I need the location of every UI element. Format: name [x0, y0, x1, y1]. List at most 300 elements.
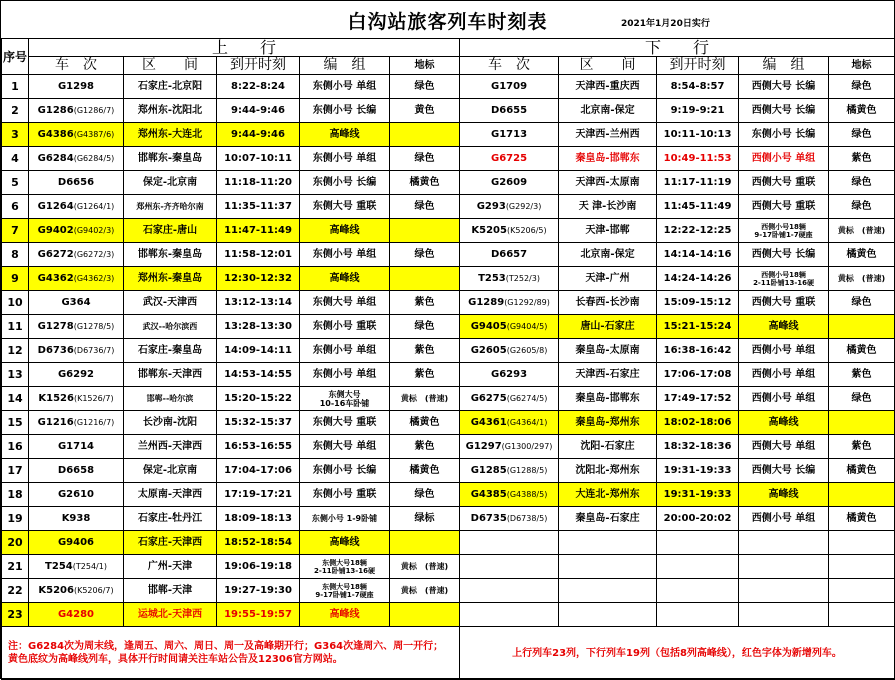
up-time: 11:18-11:20: [217, 171, 300, 195]
down-section: 天津西-兰州西: [559, 123, 657, 147]
up-group: 东侧小号 1-9卧铺: [300, 507, 390, 531]
up-train: [29, 555, 124, 579]
train-number: G6272: [37, 249, 74, 260]
up-mark: 紫色: [390, 435, 460, 459]
down-mark: 绿色: [829, 171, 895, 195]
down-mark: 黄标 (普速): [829, 267, 895, 291]
up-mark: 黄标 (普速): [390, 387, 460, 411]
up-group: 东侧小号 重联: [300, 483, 390, 507]
down-mark: 绿色: [829, 387, 895, 411]
train-number-alias: (K1526/7): [73, 394, 114, 403]
down-train: [460, 219, 559, 243]
train-number: G1709: [490, 81, 528, 92]
up-mark: 绿色: [390, 195, 460, 219]
up-time: 15:20-15:22: [217, 387, 300, 411]
up-train: [29, 99, 124, 123]
row-seq: 5: [2, 171, 29, 195]
up-time: 15:32-15:37: [217, 411, 300, 435]
up-train: [29, 315, 124, 339]
up-section: 郑州东-秦皇岛: [124, 267, 217, 291]
up-time: 19:27-19:30: [217, 579, 300, 603]
train-number-alias: (G1300/297): [501, 442, 553, 451]
down-mark: 橘黄色: [829, 243, 895, 267]
train-number-alias: (G4388/5): [506, 490, 548, 499]
up-group: 东侧大号18辆 9-17卧铺1-7硬座: [300, 579, 390, 603]
down-train: [460, 363, 559, 387]
down-train: [460, 75, 559, 99]
train-number-alias: (G6284/5): [73, 154, 115, 163]
down-time: 10:49-11:53: [657, 147, 739, 171]
up-section: 邯郸东-秦皇岛: [124, 243, 217, 267]
down-train: [460, 339, 559, 363]
down-time: 17:49-17:52: [657, 387, 739, 411]
down-section: 北京南-保定: [559, 99, 657, 123]
up-mark-header: 地标: [390, 57, 460, 75]
down-time: 12:22-12:25: [657, 219, 739, 243]
train-number-alias: (G9402/3): [73, 226, 115, 235]
table-row: [2, 315, 895, 339]
down-section: 秦皇岛-邯郸东: [559, 387, 657, 411]
table-row: [2, 459, 895, 483]
up-time: 13:12-13:14: [217, 291, 300, 315]
train-number: G6284: [37, 153, 74, 164]
down-group: 西侧大号 长编: [739, 459, 829, 483]
up-section-header: 区 间: [124, 57, 217, 75]
down-section: 天 津-长沙南: [559, 195, 657, 219]
train-number: G1264: [37, 201, 74, 212]
up-time: 18:52-18:54: [217, 531, 300, 555]
up-mark: 绿色: [390, 147, 460, 171]
down-empty-cell: [829, 603, 895, 627]
down-group: 西侧小号 单组: [739, 363, 829, 387]
down-mark: [829, 483, 895, 507]
down-group: 西侧小号 单组: [739, 147, 829, 171]
train-number-alias: (G292/3): [505, 202, 542, 211]
down-empty-cell: [559, 579, 657, 603]
down-empty-cell: [829, 579, 895, 603]
up-section: 石家庄-秦皇岛: [124, 339, 217, 363]
up-group: 东侧小号 长编: [300, 99, 390, 123]
note-left: 注：G6284次为周末线，逢周五、周六、周日、周一及高峰期开行；G364次逢周六、周一开行；黄色底纹为高峰线列车，具体开行时间请关注车站公告及12306官方网站。: [2, 627, 460, 680]
down-group: 西侧大号 重联: [739, 291, 829, 315]
down-section: 北京南-保定: [559, 243, 657, 267]
down-time: 18:32-18:36: [657, 435, 739, 459]
down-train: [460, 315, 559, 339]
seq-header: 序号: [2, 39, 29, 75]
train-number: G1278: [37, 321, 74, 332]
up-section: 郑州东-大连北: [124, 123, 217, 147]
up-time: 16:53-16:55: [217, 435, 300, 459]
down-empty-cell: [460, 555, 559, 579]
train-number: G2605: [470, 345, 507, 356]
down-train: [460, 195, 559, 219]
up-section: 邯郸东-天津西: [124, 363, 217, 387]
train-number: G1297: [465, 441, 502, 452]
up-time: 11:47-11:49: [217, 219, 300, 243]
train-number-alias: (D6736/7): [73, 346, 115, 355]
up-mark: 黄色: [390, 99, 460, 123]
down-mark: 紫色: [829, 435, 895, 459]
up-mark: [390, 123, 460, 147]
row-seq: 23: [2, 603, 29, 627]
table-row: [2, 531, 895, 555]
down-train: [460, 507, 559, 531]
up-time: 9:44-9:46: [217, 99, 300, 123]
down-mark: 橘黄色: [829, 339, 895, 363]
table-row: [2, 99, 895, 123]
train-number: G4361: [470, 417, 507, 428]
row-seq: 13: [2, 363, 29, 387]
up-group: 东侧大号 单组: [300, 291, 390, 315]
up-train: [29, 291, 124, 315]
train-number: G2610: [57, 489, 95, 500]
row-seq: 22: [2, 579, 29, 603]
table-row: [2, 195, 895, 219]
up-section: 太原南-天津西: [124, 483, 217, 507]
table-row: [2, 123, 895, 147]
train-number: T254: [45, 561, 73, 572]
down-empty-cell: [657, 603, 739, 627]
train-number: D6735: [470, 513, 507, 524]
up-train: [29, 123, 124, 147]
down-group: 西侧大号 长编: [739, 243, 829, 267]
row-seq: 8: [2, 243, 29, 267]
up-group: 高峰线: [300, 603, 390, 627]
down-group: 西侧小号18辆 9-17卧铺1-7硬座: [739, 219, 829, 243]
up-train: [29, 195, 124, 219]
train-number: G1714: [57, 441, 95, 452]
timetable: [1, 38, 895, 680]
table-row: [2, 435, 895, 459]
up-section: 邯郸--哈尔滨: [124, 387, 217, 411]
down-section: 秦皇岛-太原南: [559, 339, 657, 363]
down-time: 10:11-10:13: [657, 123, 739, 147]
train-number: G1713: [490, 129, 528, 140]
down-mark: 绿色: [829, 195, 895, 219]
up-train: [29, 411, 124, 435]
down-section: 秦皇岛-石家庄: [559, 507, 657, 531]
train-number: K938: [61, 513, 91, 524]
row-seq: 19: [2, 507, 29, 531]
down-empty-cell: [739, 579, 829, 603]
up-time: 13:28-13:30: [217, 315, 300, 339]
up-train: [29, 387, 124, 411]
down-train: [460, 99, 559, 123]
note-right: 上行列车23列，下行列车19列（包括8列高峰线），红色字体为新增列车。: [460, 627, 895, 680]
down-empty-cell: [559, 531, 657, 555]
train-number: D6656: [57, 177, 95, 188]
train-number-alias: (T254/1): [72, 562, 107, 571]
up-train: [29, 339, 124, 363]
up-group: 东侧小号 单组: [300, 363, 390, 387]
up-time: 11:35-11:37: [217, 195, 300, 219]
table-row: [2, 147, 895, 171]
down-group: 西侧小号 单组: [739, 387, 829, 411]
down-mark: 橘黄色: [829, 459, 895, 483]
down-time: 19:31-19:33: [657, 483, 739, 507]
down-time: 14:24-14:26: [657, 267, 739, 291]
train-number-alias: (G9404/5): [506, 322, 548, 331]
down-empty-cell: [657, 555, 739, 579]
row-seq: 17: [2, 459, 29, 483]
train-number: G2609: [490, 177, 528, 188]
train-number: D6655: [490, 105, 528, 116]
down-group: 西侧小号 单组: [739, 507, 829, 531]
row-seq: 2: [2, 99, 29, 123]
up-group: 高峰线: [300, 123, 390, 147]
train-number: D6657: [490, 249, 528, 260]
down-header: 下 行: [460, 39, 895, 57]
down-time: 16:38-16:42: [657, 339, 739, 363]
row-seq: 10: [2, 291, 29, 315]
down-train-header: 车 次: [460, 57, 559, 75]
train-number: G364: [61, 297, 91, 308]
up-train: [29, 435, 124, 459]
down-group: 西侧小号 单组: [739, 339, 829, 363]
up-group: 东侧小号 重联: [300, 315, 390, 339]
train-number-alias: (G6274/5): [506, 394, 548, 403]
down-section: 天津西-重庆西: [559, 75, 657, 99]
down-empty-cell: [460, 579, 559, 603]
down-empty-cell: [559, 603, 657, 627]
up-section: 郑州东-齐齐哈尔南: [124, 195, 217, 219]
up-section: 广州-天津: [124, 555, 217, 579]
up-train: [29, 483, 124, 507]
up-group: 东侧小号 单组: [300, 339, 390, 363]
train-number-alias: (G4364/1): [506, 418, 548, 427]
down-group: 高峰线: [739, 483, 829, 507]
down-section: 秦皇岛-郑州东: [559, 411, 657, 435]
train-number: G9406: [57, 537, 95, 548]
up-group: 东侧大号 10-16车卧铺: [300, 387, 390, 411]
down-train: [460, 123, 559, 147]
header-row-direction: [2, 39, 895, 57]
up-mark: 黄标 (普速): [390, 579, 460, 603]
up-time: 14:53-14:55: [217, 363, 300, 387]
down-group: 西侧小号18辆 2-11卧铺13-16硬: [739, 267, 829, 291]
notes-row: [2, 627, 895, 680]
up-group: 东侧大号18辆 2-11卧铺13-16硬: [300, 555, 390, 579]
down-section: 秦皇岛-邯郸东: [559, 147, 657, 171]
row-seq: 18: [2, 483, 29, 507]
train-number: G1298: [57, 81, 95, 92]
row-seq: 6: [2, 195, 29, 219]
up-group: 东侧小号 单组: [300, 75, 390, 99]
up-group: 东侧小号 单组: [300, 147, 390, 171]
up-train: [29, 267, 124, 291]
up-mark: 紫色: [390, 291, 460, 315]
down-time: 20:00-20:02: [657, 507, 739, 531]
row-seq: 16: [2, 435, 29, 459]
table-row: [2, 171, 895, 195]
train-number: G6292: [57, 369, 95, 380]
down-time: 19:31-19:33: [657, 459, 739, 483]
up-train: [29, 579, 124, 603]
train-number: G4362: [37, 273, 74, 284]
header-row-columns: [2, 57, 895, 75]
table-row: [2, 555, 895, 579]
up-section: 邯郸-天津: [124, 579, 217, 603]
up-train: [29, 363, 124, 387]
down-mark: 紫色: [829, 147, 895, 171]
down-mark: 黄标 (普速): [829, 219, 895, 243]
train-number: G1216: [37, 417, 74, 428]
up-section: 石家庄-牡丹江: [124, 507, 217, 531]
down-section: 唐山-石家庄: [559, 315, 657, 339]
down-mark: 紫色: [829, 363, 895, 387]
down-empty-cell: [657, 531, 739, 555]
down-mark: 橘黄色: [829, 99, 895, 123]
up-time: 10:07-10:11: [217, 147, 300, 171]
row-seq: 1: [2, 75, 29, 99]
up-mark: 黄标 (普速): [390, 555, 460, 579]
down-time: 9:19-9:21: [657, 99, 739, 123]
down-section: 天津西-太原南: [559, 171, 657, 195]
down-mark: [829, 315, 895, 339]
train-number-alias: (G1278/5): [73, 322, 115, 331]
up-mark: 绿色: [390, 315, 460, 339]
up-train: [29, 459, 124, 483]
down-section: 天津-广州: [559, 267, 657, 291]
down-train: [460, 291, 559, 315]
train-number-alias: (G1288/5): [506, 466, 548, 475]
row-seq: 14: [2, 387, 29, 411]
up-mark: 橘黄色: [390, 459, 460, 483]
up-section: 郑州东-沈阳北: [124, 99, 217, 123]
up-time: 18:09-18:13: [217, 507, 300, 531]
effective-date: 2021年1月20日实行: [621, 19, 710, 29]
table-row: [2, 363, 895, 387]
down-section: 天津西-石家庄: [559, 363, 657, 387]
up-group: 东侧小号 长编: [300, 459, 390, 483]
down-group: 西侧大号 长编: [739, 75, 829, 99]
up-time: 14:09-14:11: [217, 339, 300, 363]
down-time: 14:14-14:16: [657, 243, 739, 267]
train-number: D6736: [37, 345, 74, 356]
train-number: G4386: [37, 129, 74, 140]
down-mark: 绿色: [829, 291, 895, 315]
train-number: K5206: [38, 585, 74, 596]
down-train: [460, 435, 559, 459]
down-time: 11:45-11:49: [657, 195, 739, 219]
up-mark: 橘黄色: [390, 171, 460, 195]
down-empty-cell: [559, 555, 657, 579]
down-mark: 橘黄色: [829, 507, 895, 531]
train-number-alias: (G6272/3): [73, 250, 115, 259]
train-number: G4280: [57, 609, 95, 620]
row-seq: 21: [2, 555, 29, 579]
table-row: [2, 603, 895, 627]
down-time: 17:06-17:08: [657, 363, 739, 387]
up-section: 石家庄-唐山: [124, 219, 217, 243]
up-time: 8:22-8:24: [217, 75, 300, 99]
table-row: [2, 243, 895, 267]
row-seq: 20: [2, 531, 29, 555]
up-section: 武汉--哈尔滨西: [124, 315, 217, 339]
up-time: 17:19-17:21: [217, 483, 300, 507]
row-seq: 15: [2, 411, 29, 435]
table-row: [2, 267, 895, 291]
train-number: G293: [476, 201, 506, 212]
train-number: G6293: [490, 369, 528, 380]
up-group: 东侧小号 长编: [300, 171, 390, 195]
train-number: G1286: [37, 105, 74, 116]
up-time: 19:55-19:57: [217, 603, 300, 627]
up-mark: 绿色: [390, 483, 460, 507]
down-time-header: 到开时刻: [657, 57, 739, 75]
down-empty-cell: [739, 555, 829, 579]
up-time: 17:04-17:06: [217, 459, 300, 483]
train-number-alias: (G4362/3): [73, 274, 115, 283]
down-group: 西侧大号 重联: [739, 171, 829, 195]
down-empty-cell: [829, 531, 895, 555]
up-mark: 绿标: [390, 507, 460, 531]
up-section: 石家庄-北京阳: [124, 75, 217, 99]
train-number: G9402: [37, 225, 74, 236]
train-number-alias: (G1286/7): [73, 106, 115, 115]
up-train: [29, 603, 124, 627]
down-time: 11:17-11:19: [657, 171, 739, 195]
down-train: [460, 459, 559, 483]
train-number: K1526: [38, 393, 74, 404]
train-number: G9405: [470, 321, 507, 332]
down-empty-cell: [739, 531, 829, 555]
up-section: 保定-北京南: [124, 459, 217, 483]
up-time: 12:30-12:32: [217, 267, 300, 291]
up-mark: 紫色: [390, 339, 460, 363]
table-row: [2, 291, 895, 315]
up-train: [29, 171, 124, 195]
train-number: D6658: [57, 465, 95, 476]
down-time: 18:02-18:06: [657, 411, 739, 435]
down-section: 沈阳-石家庄: [559, 435, 657, 459]
down-train: [460, 483, 559, 507]
train-number-alias: (G2605/8): [506, 346, 548, 355]
row-seq: 7: [2, 219, 29, 243]
down-mark: 绿色: [829, 123, 895, 147]
up-group: 东侧大号 重联: [300, 411, 390, 435]
down-train: [460, 411, 559, 435]
train-number: K5205: [471, 225, 507, 236]
down-group: 高峰线: [739, 411, 829, 435]
up-time-header: 到开时刻: [217, 57, 300, 75]
row-seq: 3: [2, 123, 29, 147]
up-section: 邯郸东-秦皇岛: [124, 147, 217, 171]
up-section: 运城北-天津西: [124, 603, 217, 627]
down-time: 8:54-8:57: [657, 75, 739, 99]
down-empty-cell: [460, 531, 559, 555]
up-section: 长沙南-沈阳: [124, 411, 217, 435]
up-train: [29, 243, 124, 267]
train-number: G6275: [470, 393, 507, 404]
down-section: 长春西-长沙南: [559, 291, 657, 315]
down-group-header: 编 组: [739, 57, 829, 75]
up-time: 9:44-9:46: [217, 123, 300, 147]
down-train: [460, 243, 559, 267]
down-group: 高峰线: [739, 315, 829, 339]
down-section: 天津-邯郸: [559, 219, 657, 243]
row-seq: 4: [2, 147, 29, 171]
down-group: 西侧大号 单组: [739, 435, 829, 459]
down-train: [460, 171, 559, 195]
down-train: [460, 267, 559, 291]
table-row: [2, 411, 895, 435]
table-row: [2, 579, 895, 603]
train-number: G6725: [490, 153, 528, 164]
row-seq: 11: [2, 315, 29, 339]
up-time: 11:58-12:01: [217, 243, 300, 267]
down-group: 西侧大号 重联: [739, 195, 829, 219]
